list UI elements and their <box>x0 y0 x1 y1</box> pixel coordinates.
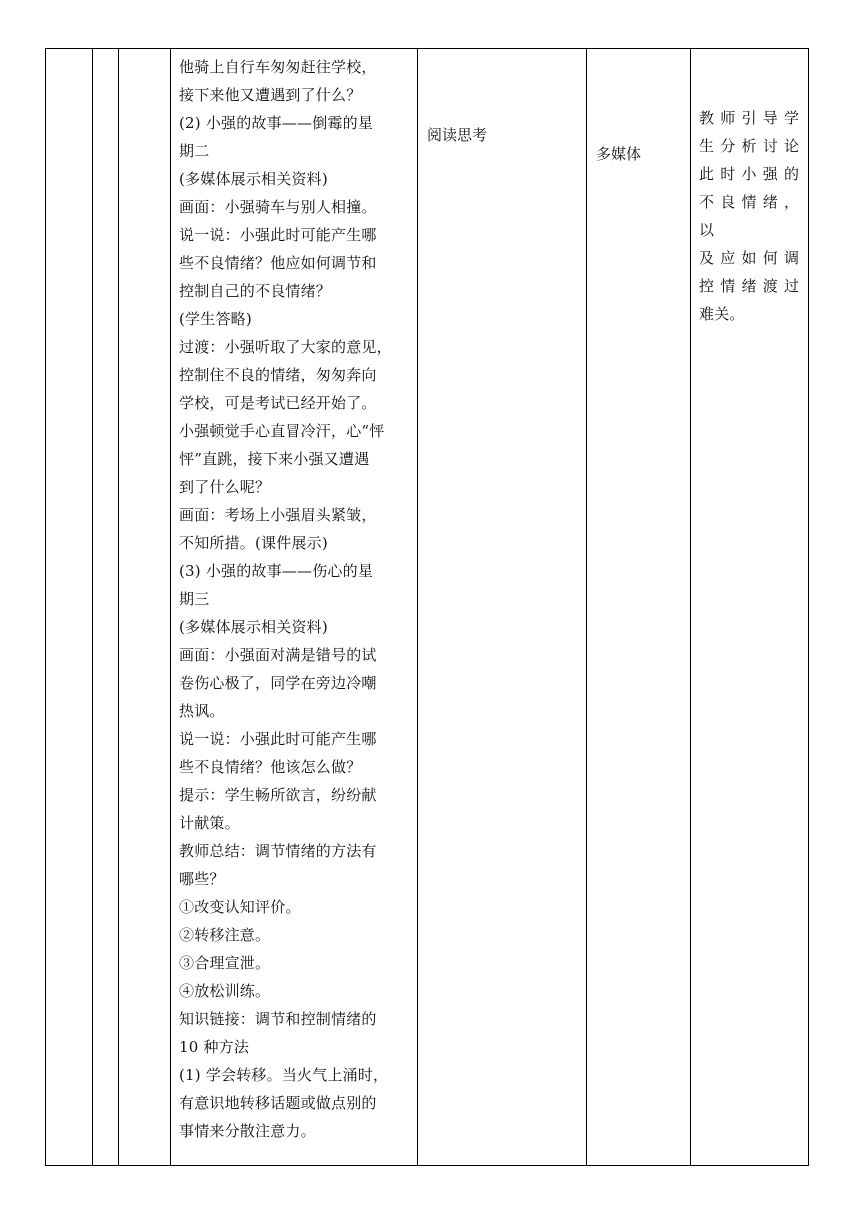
media-text: 多媒体 <box>596 145 642 163</box>
content-line: 卷伤心极了，同学在旁边冷嘲 <box>179 674 377 692</box>
content-line: 他骑上自行车匆匆赶往学校， <box>179 58 377 76</box>
content-line: 不知所措。(课件展示) <box>179 534 328 552</box>
teaching-content-cell <box>171 49 418 1166</box>
content-line: 些不良情绪？他该怎么做？ <box>179 758 362 776</box>
content-line: 接下来他又遭遇到了什么？ <box>179 86 362 104</box>
empty-cell-2 <box>93 49 119 1166</box>
content-line: 过渡：小强听取了大家的意见， <box>179 338 392 356</box>
content-line: 热讽。 <box>179 702 225 720</box>
student-activity-text: 阅读思考 <box>427 126 488 144</box>
content-line: ④放松训练。 <box>179 982 271 1000</box>
content-line: ②转移注意。 <box>179 926 271 944</box>
content-line: 画面：小强骑车与别人相撞。 <box>179 198 377 216</box>
content-line: ③合理宣泄。 <box>179 954 271 972</box>
content-line: (学生答略) <box>179 310 252 328</box>
content-line: 说一说：小强此时可能产生哪 <box>179 730 377 748</box>
teaching-content-text <box>171 49 417 1145</box>
content-line: 画面：小强面对满是错号的试 <box>179 646 377 664</box>
design-intent-line: 生分析讨论 <box>699 137 802 155</box>
content-line: 控制自己的不良情绪？ <box>179 282 332 300</box>
content-line: 哪些？ <box>179 870 225 888</box>
content-line: (2) 小强的故事——倒霉的星 <box>179 114 374 132</box>
design-intent-line: 控情绪渡过 <box>699 277 802 295</box>
media-cell <box>587 49 691 1166</box>
content-line: 说一说：小强此时可能产生哪 <box>179 226 377 244</box>
student-activity-cell <box>418 49 587 1166</box>
design-intent-line: 教师引导学 <box>699 109 802 127</box>
content-line: 期三 <box>179 590 210 608</box>
content-line: 期二 <box>179 142 210 160</box>
content-line: 小强顿觉手心直冒冷汗，心“怦 <box>179 422 385 440</box>
empty-cell-1 <box>46 49 93 1166</box>
empty-cell-3 <box>119 49 171 1166</box>
content-line: 知识链接：调节和控制情绪的 <box>179 1010 377 1028</box>
content-line: 些不良情绪？他应如何调节和 <box>179 254 377 272</box>
content-line: 计献策。 <box>179 814 240 832</box>
content-line: 教师总结：调节情绪的方法有 <box>179 842 377 860</box>
content-line: 10 种方法 <box>179 1038 250 1056</box>
design-intent-line: 此时小强的 <box>699 165 802 183</box>
content-line: (3) 小强的故事——伤心的星 <box>179 562 374 580</box>
content-line: ①改变认知评价。 <box>179 898 301 916</box>
content-line: 画面：考场上小强眉头紧皱， <box>179 506 377 524</box>
content-line: 控制住不良的情绪，匆匆奔向 <box>179 366 377 384</box>
content-line: (多媒体展示相关资料) <box>179 170 328 188</box>
content-line: 事情来分散注意力。 <box>179 1122 316 1140</box>
design-intent-line: 及应如何调 <box>699 249 802 267</box>
content-line: 到了什么呢？ <box>179 478 271 496</box>
design-intent-cell <box>691 49 809 1166</box>
table-row <box>46 49 809 1166</box>
content-line: 有意识地转移话题或做点别的 <box>179 1094 377 1112</box>
design-intent-text <box>691 49 808 328</box>
content-line: 提示：学生畅所欲言，纷纷献 <box>179 786 377 804</box>
lesson-plan-table <box>45 48 809 1166</box>
design-intent-line: 不良情绪，以 <box>699 193 802 239</box>
design-intent-line: 难关。 <box>699 305 745 323</box>
content-line: 怦”直跳，接下来小强又遭遇 <box>179 450 370 468</box>
content-line: 学校，可是考试已经开始了。 <box>179 394 377 412</box>
content-line: (多媒体展示相关资料) <box>179 618 328 636</box>
content-line: (1) 学会转移。当火气上涌时， <box>179 1066 389 1084</box>
